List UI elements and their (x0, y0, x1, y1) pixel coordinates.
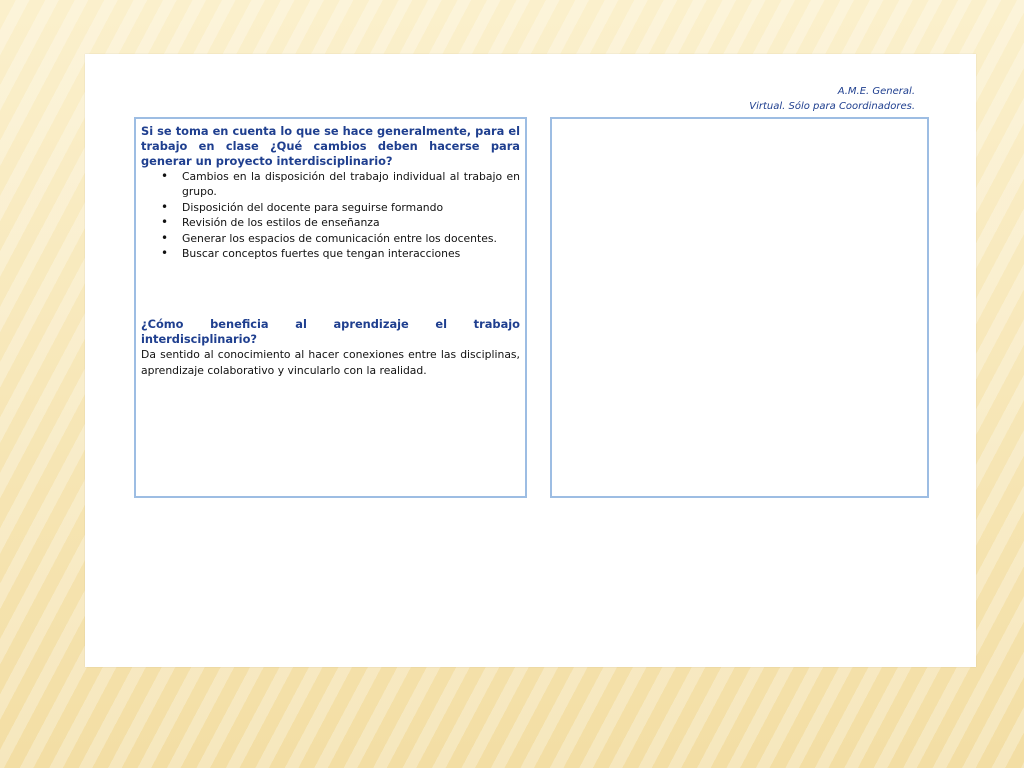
header-line-program: A.M.E. General. (837, 86, 915, 97)
benefit-answer-text: Da sentido al conocimiento al hacer conexiones entre las disciplinas, aprendizaje colaborativo y vincularlo con la realidad. (141, 348, 520, 378)
question-benefit-heading: ¿Cómo beneficia al aprendizaje el trabajo interdisciplinario? (141, 317, 520, 347)
question-changes-heading: Si se toma en cuenta lo que se hace generalmente, para el trabajo en clase ¿Qué cambios deben hacerse para generar un proyecto interdisciplinario? (141, 124, 520, 168)
list-item (161, 231, 520, 246)
header-line-audience: Virtual. Sólo para Coordinadores. (749, 101, 915, 112)
list-item (161, 215, 520, 230)
bullet-icon: • (161, 230, 169, 245)
section-spacer (141, 261, 520, 317)
answer-box-right-empty (550, 117, 929, 498)
document-header (749, 84, 915, 114)
list-item-text: Generar los espacios de comunicación entre los docentes. (182, 231, 497, 245)
list-item-text: Disposición del docente para seguirse formando (182, 200, 444, 214)
slide-page (85, 54, 976, 667)
bullet-icon: • (161, 246, 169, 261)
changes-bullet-list (141, 169, 520, 261)
list-item (161, 200, 520, 215)
list-item-text: Revisión de los estilos de enseñanza (182, 216, 380, 230)
list-item (161, 169, 520, 200)
list-item-text: Cambios en la disposición del trabajo individual al trabajo en grupo. (182, 170, 520, 199)
bullet-icon: • (161, 215, 169, 230)
list-item-text: Buscar conceptos fuertes que tengan interacciones (182, 247, 461, 261)
bullet-icon: • (161, 169, 169, 183)
answer-box-left (134, 117, 527, 498)
bullet-icon: • (161, 199, 169, 214)
list-item (161, 246, 520, 261)
